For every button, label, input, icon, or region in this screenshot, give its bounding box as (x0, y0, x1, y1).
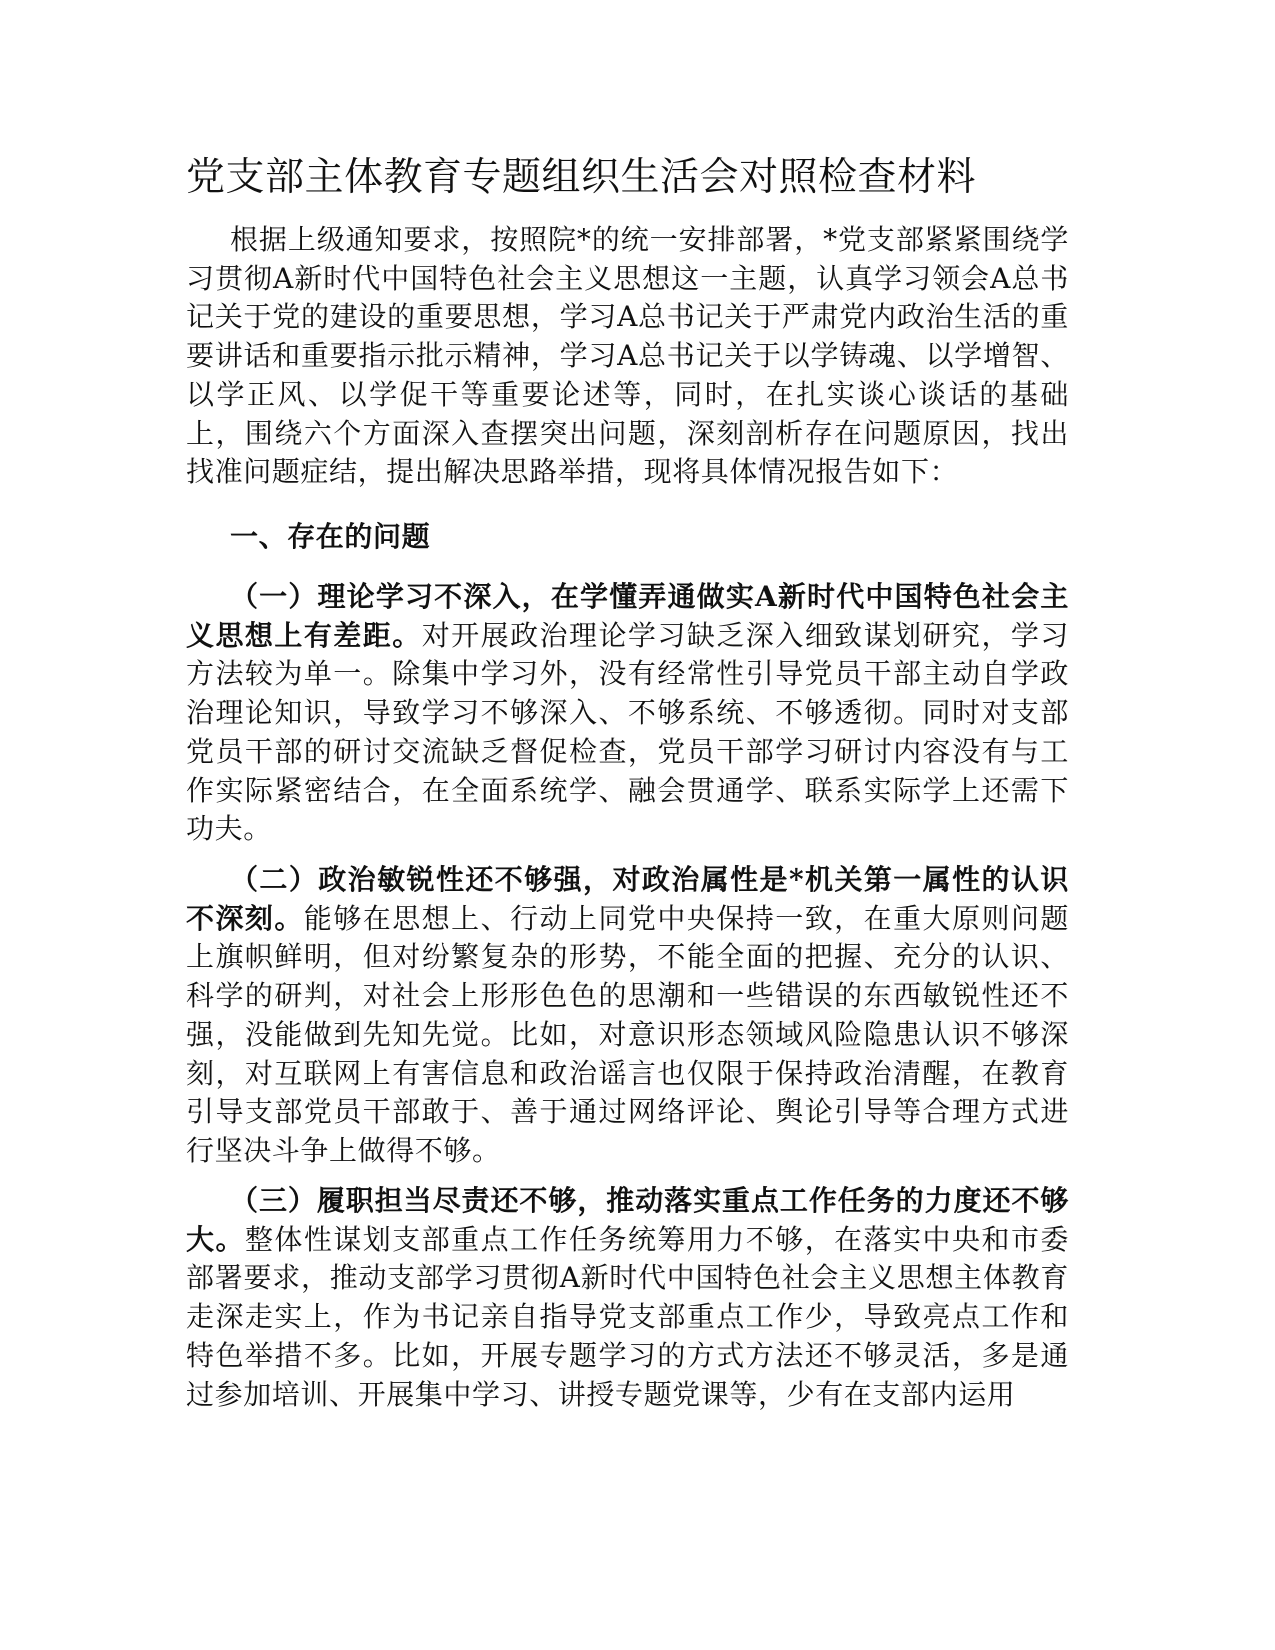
document-title: 党支部主体教育专题组织生活会对照检查材料 (186, 155, 977, 200)
issue-text-2: 能够在思想上、行动上同党中央保持一致，在重大原则问题上旗帜鲜明，但对纷繁复杂的形势，不能全面的把握、充分的认识、科学的研判，对社会上形形色色的思潮和一些错误的东西敏锐性还不强，没能做到先知先觉。比如，对意识形态领域风险隐患认识不够深刻，对互联网上有害信息和政治谣言也仅限于保持政治清醒，在教育引导支部党员干部敢于、善于通过网络评论、舆论引导等合理方式进行坚决斗争上做得不够。 (186, 901, 1070, 1167)
intro-paragraph: 根据上级通知要求，按照院*的统一安排部署，*党支部紧紧围绕学习贯彻A新时代中国特色社会主义思想这一主题，认真学习领会A总书记关于党的建设的重要思想，学习A总书记关于严肃党内政治生活的重要讲话和重要指示批示精神，学习A总书记关于以学铸魂、以学增智、以学正风、以学促干等重要论述等，同时，在扎实谈心谈话的基础上，围绕六个方面深入查摆突出问题，深刻剖析存在问题原因，找出找准问题症结，提出解决思路举措，现将具体情况报告如下： (186, 223, 1069, 489)
issue-heading-3: （三）履职担当尽责还不够，推动落实重点工作任务的力度还不够大。 (186, 1184, 1069, 1256)
issue-paragraph-1 (186, 578, 1069, 849)
issue-paragraph-3 (186, 1182, 1069, 1414)
issue-text-3: 整体性谋划支部重点工作任务统筹用力不够，在落实中央和市委部署要求，推动支部学习贯彻A新时代中国特色社会主义思想主体教育走深走实上，作为书记亲自指导党支部重点工作少，导致亮点工作和特色举措不多。比如，开展专题学习的方式方法还不够灵活，多是通过参加培训、开展集中学习、讲授专题党课等，少有在支部内运用 (186, 1222, 1070, 1411)
issue-heading-1: （一）理论学习不深入，在学懂弄通做实A新时代中国特色社会主义思想上有差距。 (186, 580, 1069, 652)
issue-heading-2: （二）政治敏锐性还不够强，对政治属性是*机关第一属性的认识不深刻。 (186, 863, 1069, 935)
issue-paragraph-2 (186, 861, 1069, 1171)
section-heading: 一、存在的问题 (230, 520, 431, 553)
issue-text-1: 对开展政治理论学习缺乏深入细致谋划研究，学习方法较为单一。除集中学习外，没有经常性引导党员干部主动自学政治理论知识，导致学习不够深入、不够系统、不够透彻。同时对支部党员干部的研讨交流缺乏督促检查，党员干部学习研讨内容没有与工作实际紧密结合，在全面系统学、融会贯通学、联系实际学上还需下功夫。 (186, 618, 1069, 846)
